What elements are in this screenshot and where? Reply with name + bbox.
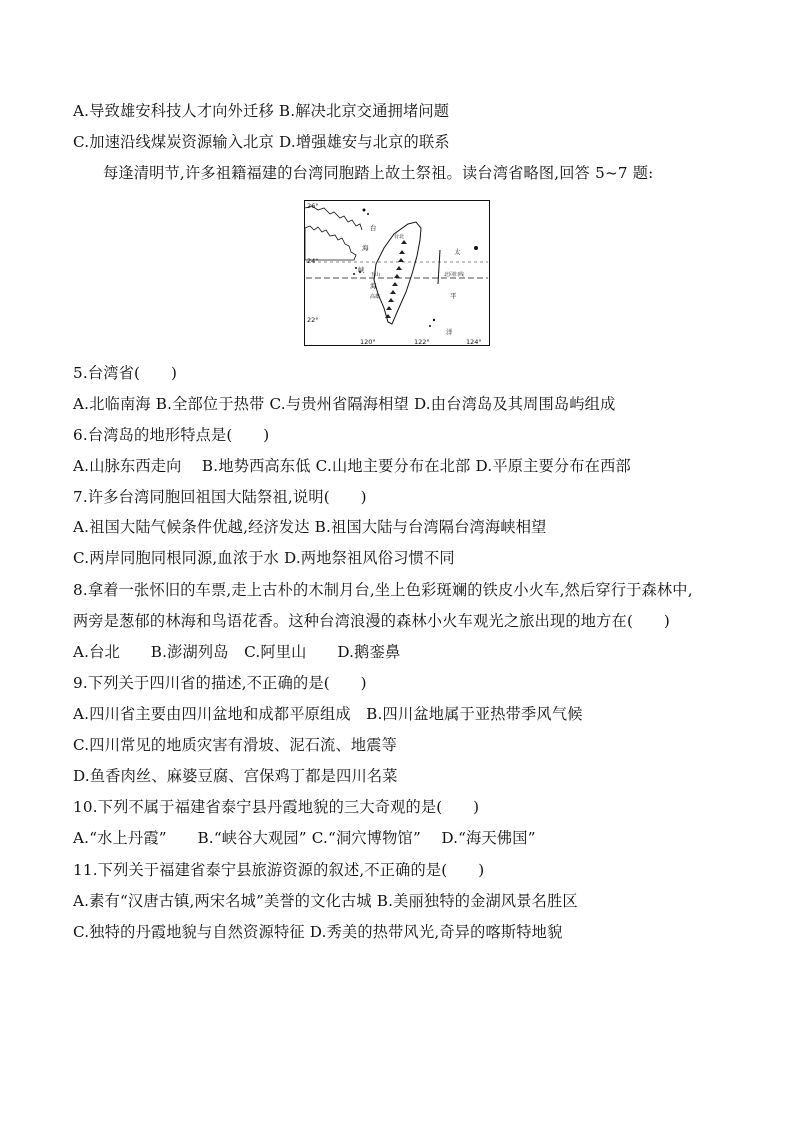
label-yushan: 玉山: [370, 272, 381, 278]
intro-paragraph: 每逢清明节,许多祖籍福建的台湾同胞踏上故土祭祖。读台湾省略图,回答 5~7 题:: [103, 164, 654, 182]
question-6-options: A.山脉东西走向 B.地势西高东低 C.山地主要分布在北部 D.平原主要分布在西部: [73, 457, 631, 475]
question-7-options-c-d: C.两岸同胞同根同源,血浓于水 D.两地祭祖风俗习惯不同: [73, 549, 455, 567]
label-taipei: 台北: [394, 234, 405, 240]
label-xia: 峡: [358, 266, 365, 274]
taiwan-map-svg: [304, 200, 490, 346]
question-8-line-2: 两旁是葱郁的林海和鸟语花香。这种台湾浪漫的森林小火车观光之旅出现的地方在( ): [73, 612, 670, 630]
question-11-options-c-d: C.独特的丹霞地貌与自然资源特征 D.秀美的热带风光,奇异的喀斯特地貌: [73, 923, 563, 941]
question-9-options-a-b: A.四川省主要由四川盆地和成都平原组成 B.四川盆地属于亚热带季风气候: [73, 705, 583, 723]
question-9-option-c: C.四川常见的地质灾害有滑坡、泥石流、地震等: [73, 736, 398, 754]
label-ocean: 平: [450, 292, 457, 300]
label-gaoxiong: 高雄: [370, 294, 381, 300]
label-hai-2: 海: [370, 282, 377, 290]
option-line-a-b: A.导致雄安科技人才向外迁移 B.解决北京交通拥堵问题: [73, 102, 450, 120]
question-10: 10.下列不属于福建省泰宁县丹霞地貌的三大奇观的是( ): [73, 798, 480, 816]
label-taiping: 太: [454, 248, 461, 256]
lat-label-26: 26°: [307, 202, 319, 210]
lon-label-122: 122°: [414, 338, 430, 346]
label-hai: 海: [362, 244, 369, 252]
question-6: 6.台湾岛的地形特点是( ): [73, 426, 270, 444]
question-9: 9.下列关于四川省的描述,不正确的是( ): [73, 674, 367, 692]
question-7-options-a-b: A.祖国大陆气候条件优越,经济发达 B.祖国大陆与台湾隔台湾海峡相望: [73, 518, 547, 536]
lon-label-120: 120°: [360, 338, 376, 346]
label-tai: 台: [370, 224, 377, 232]
question-5: 5.台湾省( ): [73, 364, 178, 382]
question-8-options: A.台北 B.澎湖列岛 C.阿里山 D.鹅銮鼻: [73, 643, 401, 661]
taiwan-map: [304, 200, 490, 346]
question-7: 7.许多台湾同胞回祖国大陆祭祖,说明( ): [73, 488, 367, 506]
option-line-c-d: C.加速沿线煤炭资源输入北京 D.增强雄安与北京的联系: [73, 133, 450, 151]
question-11-options-a-b: A.素有“汉唐古镇,两宋名城”美誉的文化古城 B.美丽独特的金湖风景名胜区: [73, 892, 578, 910]
question-9-option-d: D.鱼香肉丝、麻婆豆腐、宫保鸡丁都是四川名菜: [73, 767, 398, 785]
lat-label-22: 22°: [307, 316, 319, 324]
question-11: 11.下列关于福建省泰宁县旅游资源的叙述,不正确的是( ): [73, 861, 485, 879]
question-8-line-1: 8.拿着一张怀旧的车票,走上古朴的木制月台,坐上色彩斑斓的铁皮小火车,然后穿行于森林中,: [73, 581, 693, 599]
question-10-options: A.“水上丹霞” B.“峡谷大观园” C.“洞穴博物馆” D.“海天佛国”: [73, 829, 536, 847]
lon-label-124: 124°: [466, 338, 482, 346]
lat-label-24: 24°: [307, 257, 319, 265]
label-tropic: 北回归线: [444, 272, 465, 278]
label-yang: 洋: [446, 328, 453, 336]
question-5-options: A.北临南海 B.全部位于热带 C.与贵州省隔海相望 D.由台湾岛及其周围岛屿组成: [73, 395, 616, 413]
